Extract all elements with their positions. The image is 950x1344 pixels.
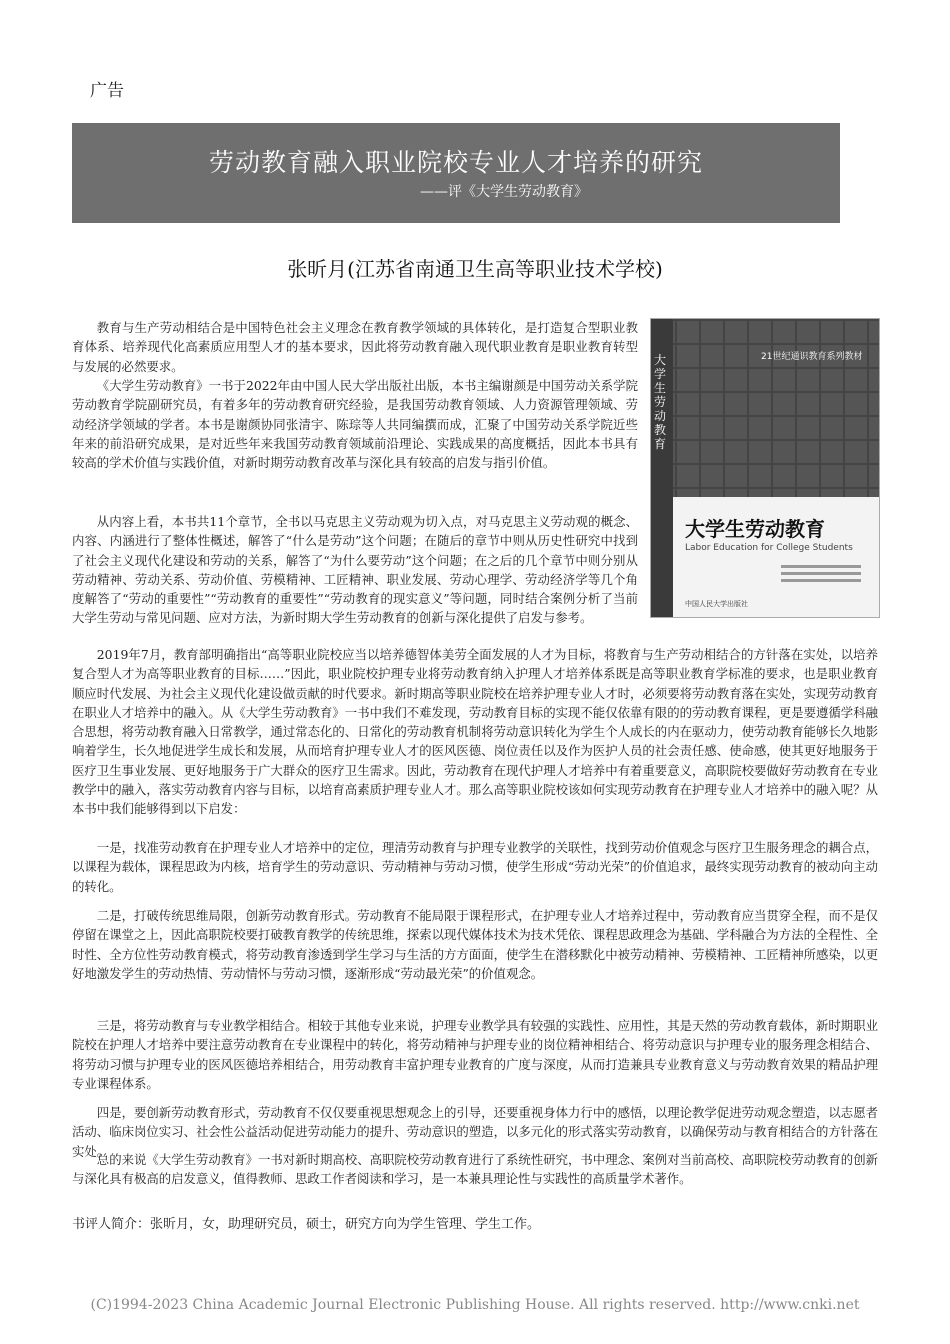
paragraph-point-one: 一是，找准劳动教育在护理专业人才培养中的定位，理清劳动教育与护理专业教学的关联性，找到劳动价值观念与医疗卫生服务理念的耦合点，以课程为载体，课程思政为内核，培育学生的劳动意识、劳动精神与劳动习惯，使学生形成“劳动光荣”的价值追求，最终实现劳动教育的被动向主动的转化。 [72, 840, 878, 894]
title-banner [72, 123, 840, 223]
cover-title: 大学生劳动教育 [685, 517, 825, 541]
article-title: 劳动教育融入职业院校专业人才培养的研究 [208, 148, 703, 177]
cover-publisher: 中国人民大学出版社 [685, 600, 748, 608]
author-line: 张昕月(江苏省南通卫生高等职业技术学校) [287, 257, 663, 281]
paragraph-book-info: 《大学生劳动教育》一书于2022年由中国人民大学出版社出版，本书主编谢颜是中国劳动关系学院劳动教育学院副研究员，有着多年的劳动教育研究经验，是我国劳动教育领域、人力资源管理领域、劳动经济学领域的学者。本书是谢颜协同张清宇、陈琮等人共同编撰而成，汇聚了中国劳动关系学院近些年来的前沿研究成果，是对近些年来我国劳动教育领域前沿理论、实践成果的高度概括，因此本书具有较高的学术价值与实践价值，对新时期劳动教育改革与深化具有较高的启发与指引价值。 [72, 378, 638, 471]
book-spine [651, 319, 673, 617]
spine-title: 大学生劳动教育 [654, 353, 667, 451]
cover-english-subtitle: Labor Education for College Students [685, 543, 853, 553]
reviewer-bio: 书评人简介：张昕月，女，助理研究员，硕士，研究方向为学生管理、学生工作。 [72, 1217, 541, 1232]
book-cover-image [650, 318, 880, 618]
copyright-footer: (C)1994-2023 China Academic Journal Electronic Publishing House. All rights reserved. http://www.cnki.net [90, 1297, 860, 1313]
paragraph-point-three: 三是，将劳动教育与专业教学相结合。相较于其他专业来说，护理专业教学具有较强的实践性、应用性，其是天然的劳动教育载体，新时期职业院校在护理人才培养中要注意劳动教育在专业课程中的转化，将劳动精神与护理专业的岗位精神相结合、将劳动意识与护理专业的服务理念相结合、将劳动习惯与护理专业的医风医德培养相结合，用劳动教育丰富护理专业教育的广度与深度，从而打造兼具专业教育意义与劳动教育效果的精品护理专业课程体系。 [72, 1018, 878, 1091]
article-subtitle: ——评《大学生劳动教育》 [420, 184, 588, 200]
paragraph-summary: 总的来说《大学生劳动教育》一书对新时期高校、高职院校劳动教育进行了系统性研究，书中理念、案例对当前高校、高职院校劳动教育的创新与深化具有极高的启发意义，值得教师、思政工作者阅读和学习，是一本兼具理论性与实践性的高质量学术著作。 [72, 1152, 878, 1187]
cover-editor-lines [781, 565, 861, 586]
paragraph-point-two: 二是，打破传统思维局限，创新劳动教育形式。劳动教育不能局限于课程形式，在护理专业人才培养过程中，劳动教育应当贯穿全程，而不是仅停留在课堂之上，因此高职院校要打破教育教学的传统思维，探索以现代媒体技术为技术凭依、课程思政理念为基础、学科融合为方法的全程性、全时性、全方位性劳动教育模式，将劳动教育渗透到学生学习与生活的方方面面，使学生在潜移默化中被劳动精神、劳模精神、工匠精神所感染，以更好地激发学生的劳动热情、劳动情怀与劳动习惯，逐渐形成“劳动最光荣”的价值观念。 [72, 908, 878, 981]
ad-label: 广告 [90, 81, 124, 101]
cover-grid-pattern [651, 319, 879, 497]
paragraph-policy: 2019年7月，教育部明确指出“高等职业院校应当以培养德智体美劳全面发展的人才为目标，将教育与生产劳动相结合的方针落在实处，以培养复合型人才为高等职业教育的目标……”因此，职业院校护理专业将劳动教育纳入护理人才培养体系既是高等职业教育学标准的要求，也是职业教育顺应时代发展、为社会主义现代化建设做贡献的时代要求。新时期高等职业院校在培养护理专业人才时，必须要将劳动教育落在实处，实现劳动教育在职业人才培养中的融入。从《大学生劳动教育》一书中我们不难发现，劳动教育目标的实现不能仅依靠有限的的劳动教育课程，更是要遵循学科融合思想，将劳动教育融入日常教学，通过常态化的、日常化的劳动教育机制将劳动意识转化为学生个人成长的内在驱动力，使劳动教育能够长久地影响着学生，长久地促进学生成长和发展，从而培育护理专业人才的医风医德、岗位责任以及作为医护人员的社会责任感、使命感，使其更好地服务于医疗卫生事业发展、更好地服务于广大群众的医疗卫生需求。因此，劳动教育在现代护理人才培养中有着重要意义，高职院校要做好劳动教育在专业教学中的融入，落实劳动教育内容与目标，以培育高素质护理专业人才。那么高等职业院校该如何实现劳动教育在护理专业人才培养中的融入呢？从本书中我们能够得到以下启发： [72, 647, 878, 817]
paragraph-point-four: 四是，要创新劳动教育形式，劳动教育不仅仅要重视思想观念上的引导，还要重视身体力行中的感悟，以理论教学促进劳动观念塑造，以志愿者活动、临床岗位实习、社会性公益活动促进劳动能力的提升、劳动意识的塑造，以多元化的形式落实劳动教育，以确保劳动与教育相结合的方针落在实处。 [72, 1105, 878, 1159]
paragraph-intro: 教育与生产劳动相结合是中国特色社会主义理念在教育教学领域的具体转化，是打造复合型职业教育体系、培养现代化高素质应用型人才的基本要求，因此将劳动教育融入现代职业教育是职业教育转型与发展的必然要求。 [72, 320, 638, 374]
paragraph-content: 从内容上看，本书共11个章节，全书以马克思主义劳动观为切入点，对马克思主义劳动观的概念、内容、内涵进行了整体性概述，解答了“什么是劳动”这个问题；在随后的章节中则从历史性研究中找到了社会主义现代化建设和劳动的关系，解答了“为什么要劳动”这个问题；在之后的几个章节中则分别从劳动精神、劳动关系、劳动价值、劳模精神、工匠精神、职业发展、劳动心理学、劳动经济学等几个角度解答了“劳动的重要性”“劳动教育的重要性”“劳动教育的现实意义”等问题，同时结合案例分析了当前大学生劳动与常见问题、应对方法，为新时期大学生劳动教育的创新与深化提供了启发与参考。 [72, 514, 638, 626]
cover-series: 21世纪通识教育系列教材 [761, 352, 863, 362]
